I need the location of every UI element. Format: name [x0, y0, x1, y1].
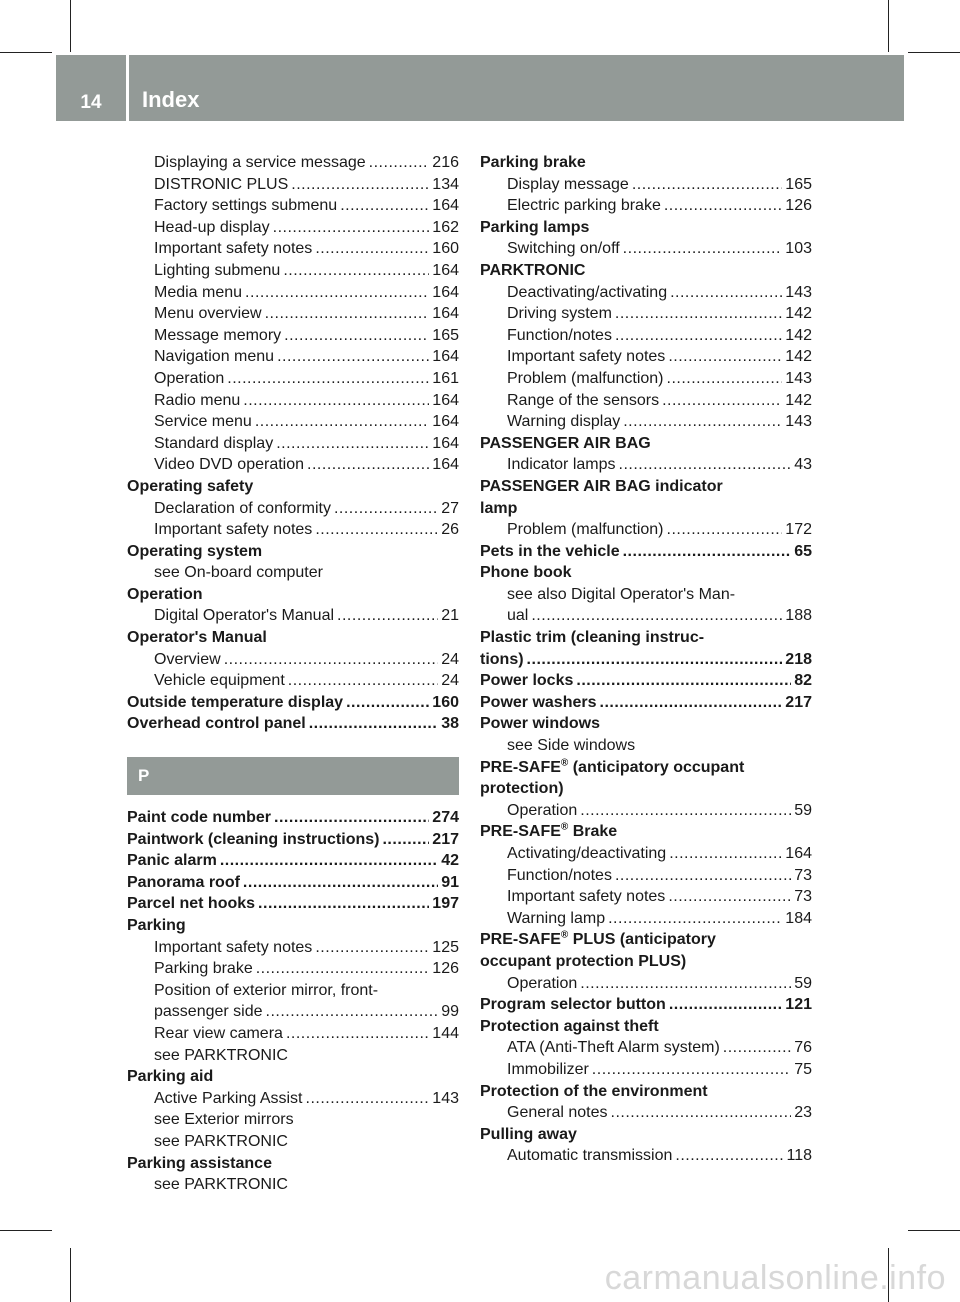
index-entry: Head-up display ..... 162 — [127, 217, 459, 239]
index-entry: Electric parking brake ..... 126 — [480, 195, 812, 217]
page-ref: 142 — [785, 305, 812, 323]
index-entry: Deactivating/activating ..... 143 — [480, 282, 812, 304]
index-group — [480, 1145, 812, 1167]
index-entry: Function/notes ..... 142 — [480, 325, 812, 347]
index-heading: PRE-SAFE® PLUS (anticipatory — [480, 930, 716, 949]
index-entry: Vehicle equipment ..... 24 — [127, 670, 459, 692]
index-group — [127, 152, 459, 476]
index-group — [480, 1037, 812, 1080]
index-entry: Media menu ..... 164 — [127, 282, 459, 304]
page-ref: 143 — [785, 283, 812, 301]
crop-mark — [70, 0, 71, 52]
page-ref: 24 — [441, 650, 459, 668]
index-heading: PASSENGER AIR BAG indicator — [480, 477, 723, 495]
index-entry: Power washers ..... 217 — [480, 692, 812, 714]
index-entry: General notes ..... 23 — [480, 1102, 812, 1124]
page-ref: 164 — [432, 413, 459, 431]
index-entry: Navigation menu ..... 164 — [127, 346, 459, 368]
index-heading: PASSENGER AIR BAG — [480, 434, 651, 452]
crop-mark — [888, 0, 889, 52]
index-entry: Program selector button ..... 121 — [480, 994, 812, 1016]
index-heading: Power windows — [480, 715, 601, 733]
index-group — [480, 282, 812, 433]
index-see-reference: see Side windows — [507, 737, 636, 755]
index-entry: Outside temperature display ..... 160 — [127, 692, 459, 714]
page-ref: 143 — [785, 369, 812, 387]
page-ref: 118 — [786, 1147, 812, 1165]
index-group — [480, 519, 812, 541]
index-see-reference: see PARKTRONIC — [154, 1046, 288, 1064]
page-title: Index — [142, 87, 200, 112]
page-ref: 142 — [785, 391, 812, 409]
index-heading: PARKTRONIC — [480, 261, 586, 279]
index-entry: Important safety notes ..... 160 — [127, 238, 459, 260]
index-entry: Immobilizer ..... 75 — [480, 1059, 812, 1081]
index-column-right — [480, 152, 812, 1167]
page-ref: 75 — [794, 1060, 812, 1078]
index-entry: tions) ..... 218 — [480, 649, 812, 671]
index-heading: PRE-SAFE® (anticipatory occupant — [480, 757, 745, 776]
page-ref: 216 — [432, 154, 459, 171]
index-entry: Important safety notes ..... 26 — [127, 519, 459, 541]
index-entry: Warning display ..... 143 — [480, 411, 812, 433]
index-entry: Standard display ..... 164 — [127, 433, 459, 455]
index-column-left — [127, 152, 459, 1196]
page-ref: 142 — [785, 326, 812, 344]
index-entry: Digital Operator's Manual ..... 21 — [127, 605, 459, 627]
page-ref: 76 — [794, 1039, 812, 1057]
index-entry: Important safety notes ..... 142 — [480, 346, 812, 368]
index-heading: Operating system — [127, 542, 263, 560]
page-ref: 59 — [794, 801, 812, 819]
index-heading: protection) — [480, 780, 564, 798]
index-group — [127, 937, 459, 980]
index-entry: Power locks ..... 82 — [480, 670, 812, 692]
crop-mark — [70, 1248, 71, 1302]
crop-mark — [0, 52, 52, 53]
index-entry: Problem (malfunction) ..... 172 — [480, 519, 812, 541]
index-entry: Panorama roof ..... 91 — [127, 872, 459, 894]
index-group — [480, 800, 812, 822]
page-ref: 161 — [432, 369, 459, 387]
index-entry: ual ..... 188 — [480, 605, 812, 627]
page-ref: 103 — [785, 240, 812, 258]
page-ref: 142 — [785, 348, 812, 366]
index-heading: Operation — [127, 585, 203, 603]
page-ref: 134 — [432, 175, 459, 193]
crop-mark — [908, 52, 960, 53]
section-letter-bar: P — [127, 757, 459, 795]
page-ref: 23 — [794, 1104, 812, 1122]
index-entry: Pets in the vehicle ..... 65 — [480, 541, 812, 563]
index-heading: Parking — [127, 917, 186, 934]
header-divider — [126, 55, 129, 121]
index-entry: Video DVD operation ..... 164 — [127, 454, 459, 476]
index-group — [480, 1102, 812, 1124]
page-ref: 164 — [432, 434, 459, 452]
page-ref: 162 — [432, 218, 459, 236]
index-entry: Problem (malfunction) ..... 143 — [480, 368, 812, 390]
page-ref: 184 — [785, 909, 812, 927]
page-ref: 165 — [432, 326, 459, 344]
registered-mark: ® — [560, 757, 569, 769]
page-ref: 164 — [432, 197, 459, 215]
index-entry: Overview ..... 24 — [127, 649, 459, 671]
index-entry: Operation ..... 59 — [480, 973, 812, 995]
page-ref: 164 — [432, 391, 459, 409]
index-group — [480, 238, 812, 260]
index-entry: Automatic transmission ..... 118 — [480, 1145, 812, 1167]
registered-mark: ® — [560, 930, 569, 942]
page-ref: 126 — [785, 197, 812, 215]
index-see-reference: see PARKTRONIC — [154, 1176, 288, 1194]
index-heading: PRE-SAFE® Brake — [480, 822, 618, 841]
index-heading: Operator's Manual — [127, 629, 267, 647]
index-heading: Plastic trim (cleaning instruc- — [480, 629, 705, 647]
index-entry: Warning lamp ..... 184 — [480, 908, 812, 930]
index-entry: Paint code number ..... 274 — [127, 807, 459, 829]
page-ref: 27 — [441, 499, 459, 517]
index-entry: Declaration of conformity ..... 27 — [127, 498, 459, 520]
crop-mark — [908, 1230, 960, 1231]
page-number: 14 — [80, 92, 102, 113]
index-entry: Range of the sensors ..... 142 — [480, 390, 812, 412]
page-ref: 164 — [432, 456, 459, 474]
index-entry: passenger side ..... 99 — [127, 1001, 459, 1023]
index-entry: Important safety notes ..... 73 — [480, 886, 812, 908]
index-see-reference: see On-board computer — [154, 564, 323, 582]
index-entry: Panic alarm ..... 42 — [127, 850, 459, 872]
index-entry: Paintwork (cleaning instructions) ..... 217 — [127, 829, 459, 851]
page-ref: 26 — [441, 521, 459, 539]
index-group — [480, 454, 812, 476]
index-entry-text: Position of exterior mirror, front- — [154, 981, 379, 999]
index-entry: Parcel net hooks ..... 197 — [127, 893, 459, 915]
crop-mark — [0, 1230, 52, 1231]
page-ref: 165 — [785, 175, 812, 193]
index-entry: Overhead control panel ..... 38 — [127, 713, 459, 735]
index-see-reference: see PARKTRONIC — [154, 1132, 288, 1150]
index-entry: Function/notes ..... 73 — [480, 865, 812, 887]
index-heading: Parking aid — [127, 1068, 214, 1086]
index-group — [480, 973, 812, 995]
index-entry: ATA (Anti-Theft Alarm system) ..... 76 — [480, 1037, 812, 1059]
index-entry: Menu overview ..... 164 — [127, 303, 459, 325]
page-ref: 126 — [432, 960, 459, 978]
index-heading: Parking lamps — [480, 218, 590, 236]
index-entry: Radio menu ..... 164 — [127, 390, 459, 412]
page-ref: 164 — [432, 261, 459, 279]
index-entry: Displaying a service message ..... 216 — [127, 152, 459, 174]
index-entry: Driving system ..... 142 — [480, 303, 812, 325]
index-entry: Switching on/off ..... 103 — [480, 238, 812, 260]
page-ref: 21 — [441, 607, 459, 625]
page-header — [56, 55, 904, 121]
index-entry: Operation ..... 161 — [127, 368, 459, 390]
page-ref: 164 — [432, 283, 459, 301]
page-ref: 24 — [441, 672, 459, 690]
index-heading: Phone book — [480, 564, 572, 582]
index-entry: Active Parking Assist ..... 143 — [127, 1088, 459, 1110]
page-ref: 143 — [785, 413, 812, 431]
index-entry: Service menu ..... 164 — [127, 411, 459, 433]
index-group — [480, 843, 812, 929]
index-entry: Activating/deactivating ..... 164 — [480, 843, 812, 865]
page-ref: 160 — [432, 240, 459, 258]
index-group — [127, 498, 459, 541]
index-entry: Factory settings submenu ..... 164 — [127, 195, 459, 217]
index-entry: Important safety notes ..... 125 — [127, 937, 459, 959]
index-heading: Parking assistance — [127, 1154, 272, 1172]
index-heading: occupant protection PLUS) — [480, 952, 687, 970]
watermark: carmanualsonline.info — [604, 1259, 946, 1297]
index-group — [480, 174, 812, 217]
page-ref: 73 — [794, 866, 812, 884]
page-ref: 164 — [785, 845, 812, 862]
index-group — [127, 649, 459, 692]
index-see-reference: see also Digital Operator's Man- — [507, 585, 736, 603]
page-ref: 43 — [794, 456, 812, 474]
index-heading: Pulling away — [480, 1125, 577, 1143]
index-entry: Parking brake ..... 126 — [127, 958, 459, 980]
page-ref: 125 — [432, 938, 459, 956]
index-entry: Message memory ..... 165 — [127, 325, 459, 347]
index-see-reference: see Exterior mirrors — [154, 1111, 294, 1129]
page-ref: 73 — [794, 888, 812, 906]
index-heading: Parking brake — [480, 154, 586, 171]
index-group — [127, 605, 459, 627]
index-entry: Indicator lamps ..... 43 — [480, 454, 812, 476]
page-ref: 172 — [785, 521, 812, 539]
index-heading: lamp — [480, 499, 518, 517]
registered-mark: ® — [560, 822, 569, 834]
index-entry: Operation ..... 59 — [480, 800, 812, 822]
index-entry: Lighting submenu ..... 164 — [127, 260, 459, 282]
index-heading: Operating safety — [127, 477, 254, 495]
page-ref: 59 — [794, 974, 812, 992]
page-ref: 164 — [432, 348, 459, 366]
index-entry: Display message ..... 165 — [480, 174, 812, 196]
index-entry: Rear view camera ..... 144 — [127, 1023, 459, 1045]
index-heading: Protection against theft — [480, 1017, 659, 1035]
index-heading: Protection of the environment — [480, 1082, 708, 1100]
index-entry: DISTRONIC PLUS ..... 134 — [127, 174, 459, 196]
page-ref: 164 — [432, 305, 459, 323]
